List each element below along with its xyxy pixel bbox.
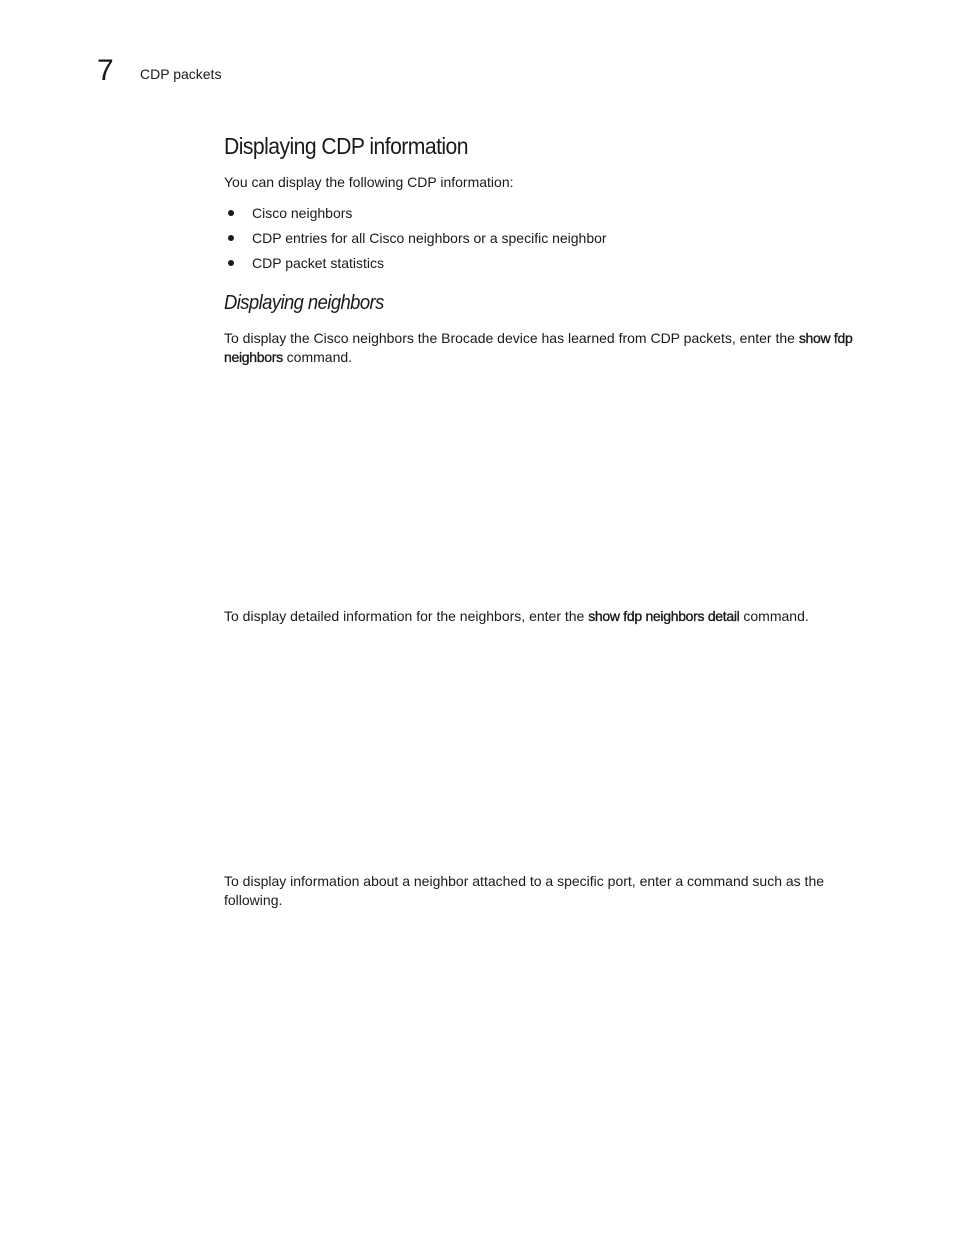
list-item-text: Cisco neighbors — [252, 205, 353, 221]
running-head: CDP packets — [140, 66, 222, 82]
list-item — [224, 226, 607, 251]
paragraph-specific-port: To display information about a neighbor attached to a specific port, enter a command such as the following. — [224, 873, 825, 908]
paragraph-text: To display detailed information for the neighbors, enter the — [224, 608, 589, 624]
paragraph-show-neighbors-detail — [224, 607, 869, 626]
list-item — [224, 201, 607, 226]
paragraph-text: command. — [739, 608, 809, 624]
section-intro: You can display the following CDP information: — [224, 174, 514, 190]
chapter-number: 7 — [97, 54, 114, 87]
list-item-text: CDP entries for all Cisco neighbors or a specific neighbor — [252, 230, 607, 246]
list-item-text: CDP packet statistics — [252, 255, 385, 271]
paragraph-show-neighbors — [224, 329, 869, 367]
bullet-icon — [228, 235, 234, 241]
paragraph-text: To display the Cisco neighbors the Brocade device has learned from CDP packets, enter the — [224, 330, 799, 346]
section-title: Displaying CDP information — [224, 133, 469, 159]
command-show-fdp-neighbors: show fdp neighbors — [224, 330, 853, 365]
subsection-title: Displaying neighbors — [224, 292, 384, 314]
command-show-fdp-neighbors-detail: show fdp neighbors detail — [588, 608, 740, 624]
list-item — [224, 251, 607, 276]
info-bullet-list — [224, 201, 607, 276]
paragraph-text: command. — [282, 349, 353, 365]
bullet-icon — [228, 210, 234, 216]
bullet-icon — [228, 260, 234, 266]
